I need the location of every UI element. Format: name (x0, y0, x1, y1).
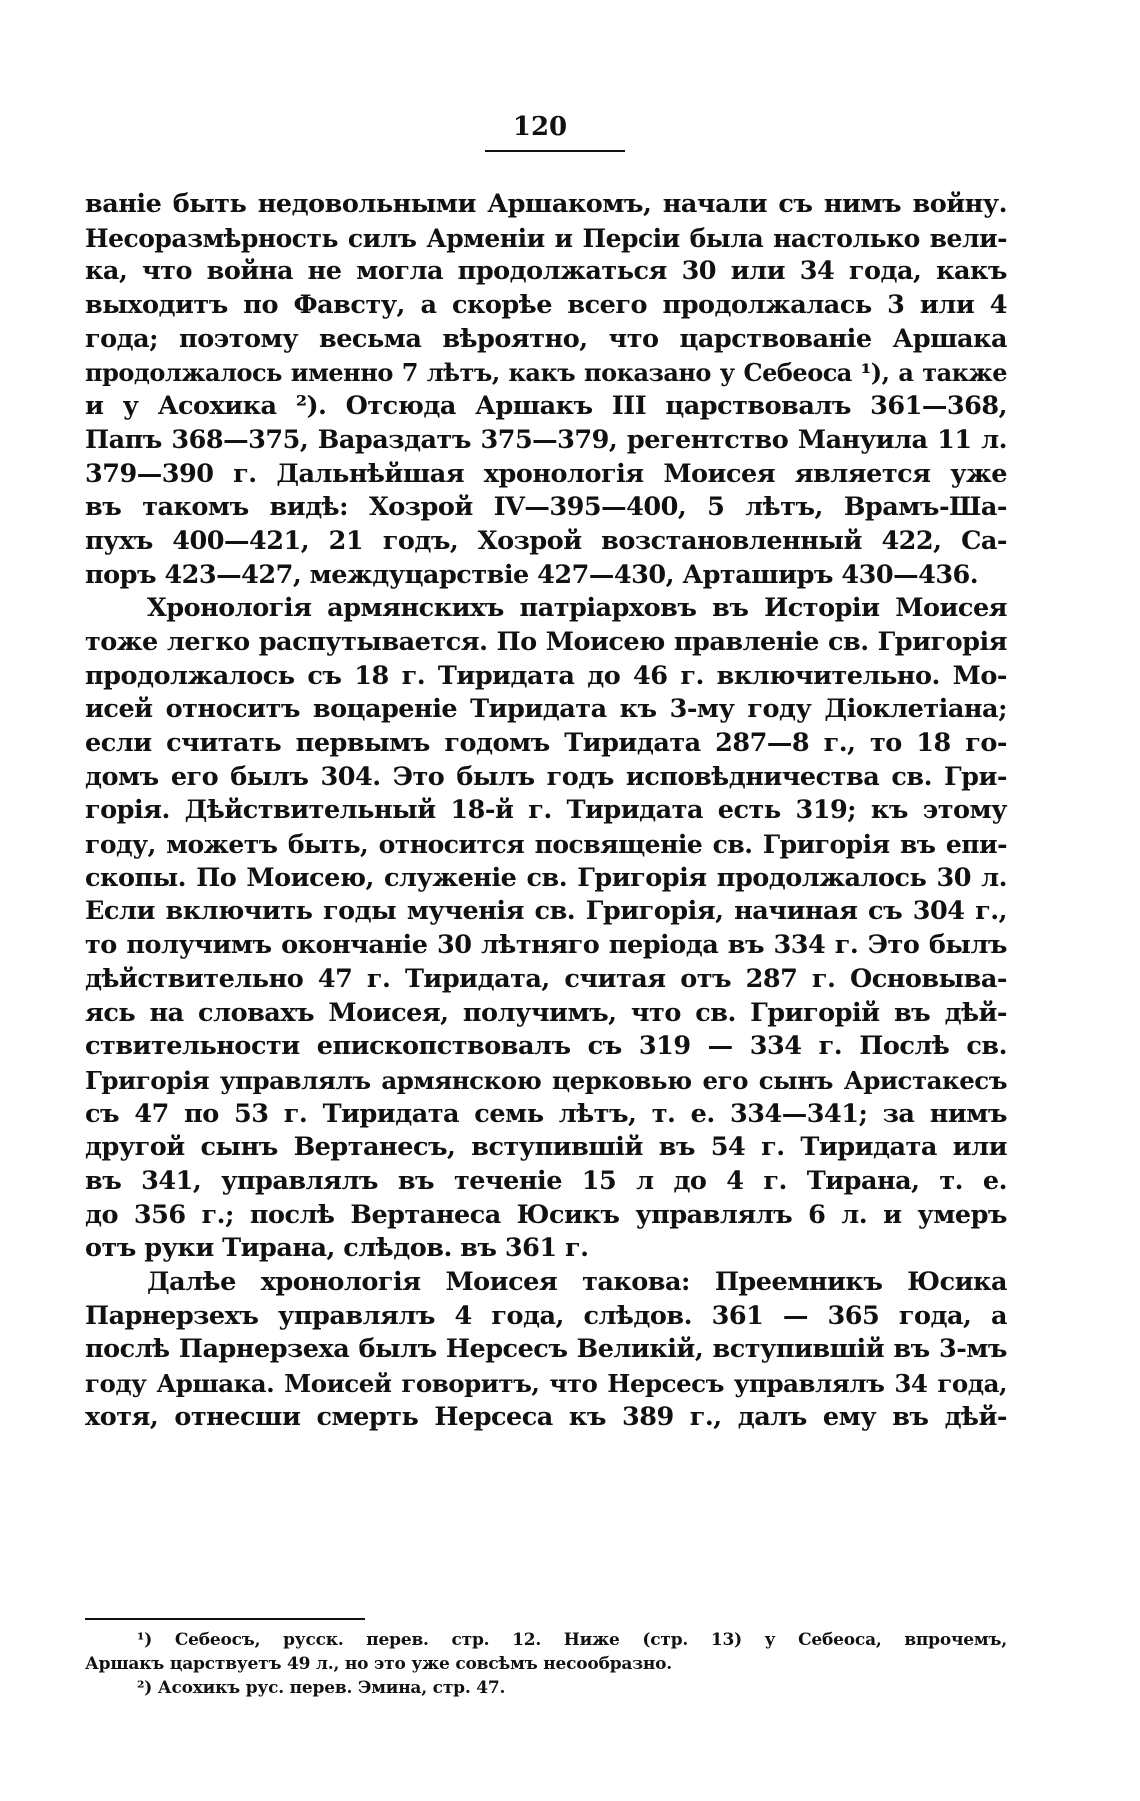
text-line: домъ его былъ 304. Это былъ годъ исповѣдничества св. Гри- (85, 761, 1007, 792)
text-line: то получимъ окончаніе 30 лѣтняго періода въ 334 г. Это былъ (85, 930, 1007, 961)
text-line: Парнерзехъ управлялъ 4 года, слѣдов. 361 — 365 года, а (85, 1300, 1007, 1331)
text-line: съ 47 по 53 г. Тиридата семь лѣтъ, т. е. 334—341; за нимъ (85, 1098, 1007, 1129)
text-line: исей относитъ воцареніе Тиридата къ 3-му году Діоклетіана; (85, 694, 1007, 725)
text-line: Далѣе хронологія Моисея такова: Преемникъ Юсика (147, 1267, 1007, 1297)
text-line: послѣ Парнерзеха былъ Нерсесъ Великій, вступившій въ 3-мъ (85, 1334, 1007, 1365)
text-line: ствительности епископствовалъ съ 319 — 334 г. Послѣ св. (85, 1031, 1007, 1062)
text-line: выходитъ по Фавсту, а скорѣе всего продолжалась 3 или 4 (85, 290, 1007, 321)
text-line: Если включить годы мученія св. Григорія, начиная съ 304 г., (85, 896, 1007, 927)
text-line: если считать первымъ годомъ Тиридата 287—8 г., то 18 го- (85, 728, 1007, 758)
text-line: году, можетъ быть, относится посвященіе св. Григорія въ епи- (85, 830, 1007, 860)
text-line: отъ руки Тирана, слѣдов. въ 361 г. (85, 1233, 589, 1264)
text-line: пухъ 400—421, 21 годъ, Хозрой возстановленный 422, Са- (85, 525, 1007, 556)
footnotes (85, 1628, 1007, 1700)
text-line: поръ 423—427, междуцарствіе 427—430, Арташиръ 430—436. (85, 559, 979, 590)
text-line: году Аршака. Моисей говоритъ, что Нерсесъ управлялъ 34 года, (85, 1369, 1007, 1399)
text-line: Папъ 368—375, Вараздатъ 375—379, регентство Мануила 11 л. (85, 424, 1007, 455)
text-line: скопы. По Моисею, служеніе св. Григорія продолжалось 30 л. (85, 862, 1007, 893)
body-text (85, 188, 1007, 1434)
text-line: въ 341, управлялъ въ теченіе 15 л до 4 г. Тирана, т. е. (85, 1165, 1007, 1196)
header-rule (485, 150, 625, 152)
text-line: ка, что война не могла продолжаться 30 или 34 года, какъ (85, 256, 1007, 287)
text-line: 379—390 г. Дальнѣйшая хронологія Моисея является уже (85, 458, 1007, 489)
text-line: до 356 г.; послѣ Вертанеса Юсикъ управлялъ 6 л. и умеръ (85, 1199, 1007, 1230)
text-line: въ такомъ видѣ: Хозрой IV—395—400, 5 лѣтъ, Врамъ-Ша- (85, 492, 1007, 523)
page-number: 120 (512, 112, 568, 142)
text-line: другой сынъ Вертанесъ, вступившій въ 54 г. Тиридата или (85, 1132, 1007, 1163)
text-line: горія. Дѣйствительный 18-й г. Тиридата есть 319; къ этому (85, 795, 1007, 826)
text-line: хотя, отнесши смерть Нерсеса къ 389 г., далъ ему въ дѣй- (85, 1401, 1007, 1432)
text-line: Григорія управлялъ армянскою церковью его сынъ Аристакесъ (85, 1065, 1007, 1095)
footnote-line: ¹) Себеосъ, русск. перев. стр. 12. Ниже (стр. 13) у Себеоса, впрочемъ, (137, 1630, 1007, 1650)
text-line: Хронологія армянскихъ патріарховъ въ Исторіи Моисея (147, 593, 1007, 624)
text-line: ваніе быть недовольными Аршакомъ, начали съ нимъ войну. (85, 189, 1007, 219)
text-line: тоже легко распутывается. По Моисею правленіе св. Григорія (85, 626, 1007, 657)
text-line: Несоразмѣрность силъ Арменіи и Персіи была настолько вели- (85, 223, 1007, 253)
text-line: года; поэтому весьма вѣроятно, что царствованіе Аршака (85, 323, 1007, 354)
footnote-line: ²) Асохикъ рус. перев. Эмина, стр. 47. (137, 1678, 506, 1698)
text-line: ясь на словахъ Моисея, получимъ, что св. Григорій въ дѣй- (85, 997, 1007, 1028)
text-line: дѣйствительно 47 г. Тиридата, считая отъ 287 г. Основыва- (85, 963, 1007, 994)
text-line: продолжалось съ 18 г. Тиридата до 46 г. включительно. Мо- (85, 660, 1007, 691)
text-line: и у Асохика ²). Отсюда Аршакъ III царствовалъ 361—368, (85, 391, 1007, 422)
footnote-line: Аршакъ царствуетъ 49 л., но это уже совсѣмъ несообразно. (85, 1654, 672, 1674)
text-line: продолжалось именно 7 лѣтъ, какъ показано у Себеоса ¹), а также (85, 358, 1007, 388)
footnote-rule (85, 1618, 365, 1620)
